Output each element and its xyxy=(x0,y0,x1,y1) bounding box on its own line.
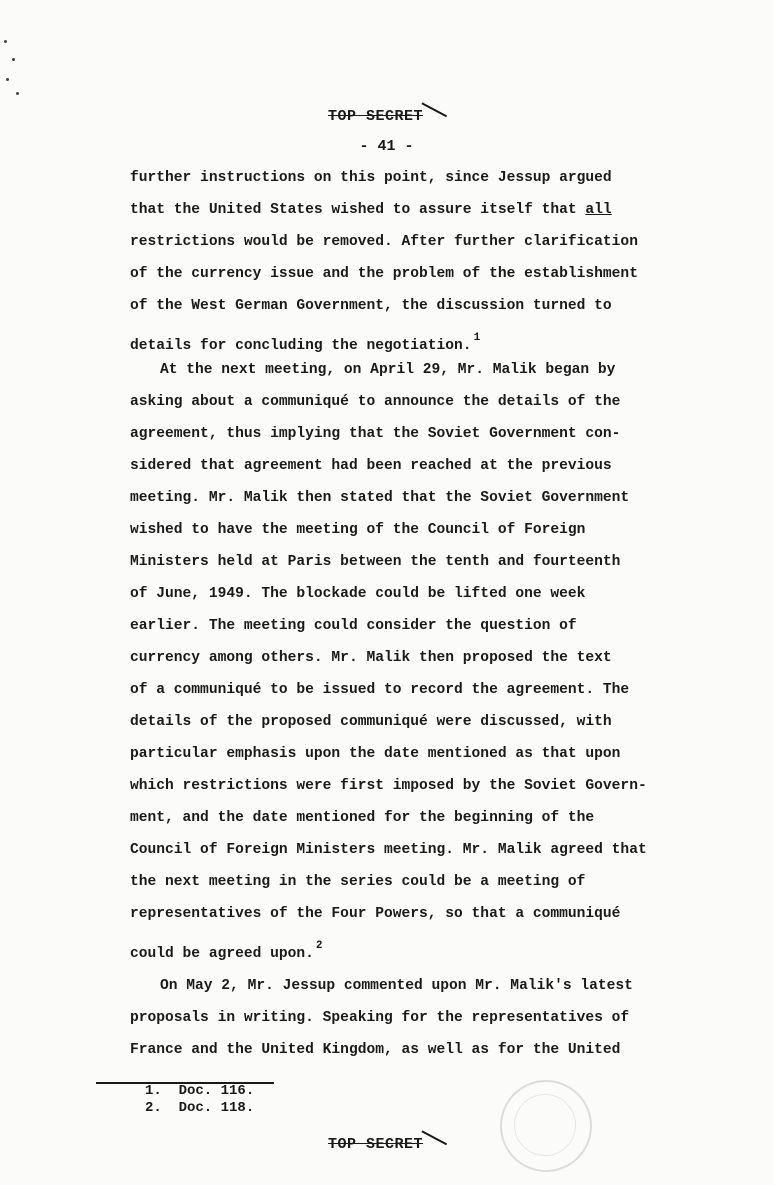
speck xyxy=(4,40,7,43)
text-line: France and the United Kingdom, as well as for the United xyxy=(130,1042,621,1058)
text-line: Ministers held at Paris between the tenth and fourteenth xyxy=(130,554,621,570)
text-line: On May 2, Mr. Jessup commented upon Mr. Malik's latest xyxy=(160,978,633,994)
text-line xyxy=(130,930,690,962)
footnote-item: 2. Doc. 118. xyxy=(145,1100,255,1116)
strike-slash xyxy=(415,1130,447,1157)
text-line: representatives of the Four Powers, so that a communiqué xyxy=(130,906,621,922)
paragraph-1 xyxy=(130,162,690,354)
bottom-classification-marking xyxy=(0,1136,773,1153)
text-line: wished to have the meeting of the Council of Foreign xyxy=(130,522,586,538)
archive-stamp-seal xyxy=(500,1080,592,1172)
text-line: which restrictions were first imposed by the Soviet Govern- xyxy=(130,778,647,794)
text-line: of June, 1949. The blockade could be lifted one week xyxy=(130,586,586,602)
margin-specks xyxy=(0,0,30,120)
text-line: of a communiqué to be issued to record the agreement. The xyxy=(130,682,630,698)
text-line: agreement, thus implying that the Soviet Government con- xyxy=(130,426,621,442)
speck xyxy=(16,92,19,95)
text-line: At the next meeting, on April 29, Mr. Malik began by xyxy=(160,362,616,378)
text-line xyxy=(130,322,690,354)
text-line: particular emphasis upon the date mentioned as that upon xyxy=(130,746,621,762)
text-line: further instructions on this point, since Jessup argued xyxy=(130,170,612,186)
speck xyxy=(6,78,9,81)
top-classification-marking xyxy=(0,108,773,125)
text-line: Council of Foreign Ministers meeting. Mr. Malik agreed that xyxy=(130,842,647,858)
classification-text: TOP SECRET xyxy=(327,1136,423,1153)
classification-text: TOP SECRET xyxy=(327,108,423,125)
page-number: - 41 - xyxy=(359,138,414,155)
text-fragment: could be agreed upon. xyxy=(130,946,314,962)
text-line: restrictions would be removed. After further clarification xyxy=(130,234,638,250)
footnote-ref: 1 xyxy=(473,332,481,344)
text-line xyxy=(130,194,690,226)
paragraph-2 xyxy=(130,354,690,962)
footnote-ref: 2 xyxy=(315,940,323,952)
text-line: details of the proposed communiqué were discussed, with xyxy=(130,714,612,730)
text-fragment: that the United States wished to assure itself that xyxy=(130,202,586,218)
text-line: asking about a communiqué to announce the details of the xyxy=(130,394,621,410)
paragraph-3 xyxy=(130,970,690,1066)
strike-slash xyxy=(415,102,447,129)
text-line: of the West German Government, the discussion turned to xyxy=(130,298,612,314)
text-line: sidered that agreement had been reached at the previous xyxy=(130,458,612,474)
text-line: ment, and the date mentioned for the beginning of the xyxy=(130,810,595,826)
footnote-item: 1. Doc. 116. xyxy=(145,1083,255,1099)
text-line: earlier. The meeting could consider the question of xyxy=(130,618,577,634)
text-line: of the currency issue and the problem of the establishment xyxy=(130,266,638,282)
text-line: currency among others. Mr. Malik then proposed the text xyxy=(130,650,612,666)
text-line: proposals in writing. Speaking for the representatives of xyxy=(130,1010,630,1026)
speck xyxy=(12,58,15,61)
text-line: the next meeting in the series could be a meeting of xyxy=(130,874,586,890)
text-fragment: details for concluding the negotiation. xyxy=(130,338,472,354)
text-line: meeting. Mr. Malik then stated that the Soviet Government xyxy=(130,490,630,506)
underlined-word: all xyxy=(585,202,612,218)
footnotes xyxy=(145,1083,254,1117)
